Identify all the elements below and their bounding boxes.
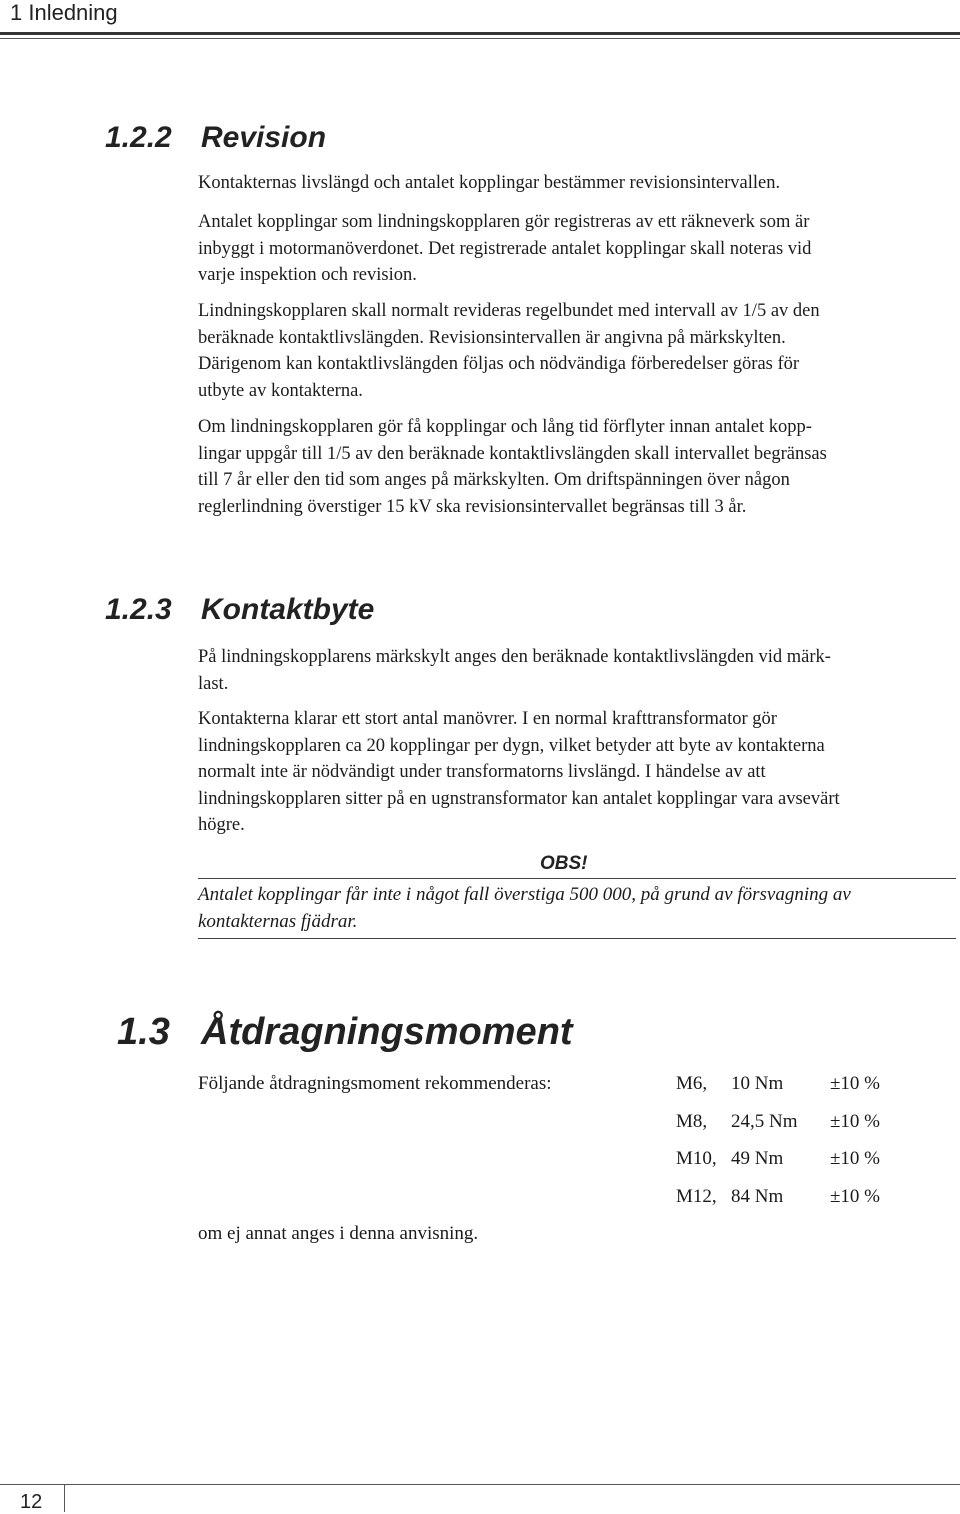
bolt-size: M6, — [676, 1073, 708, 1094]
torque-value: 49 Nm — [731, 1148, 784, 1169]
section-title: Revision — [201, 121, 327, 154]
text-line: utbyte av kontakterna. — [198, 380, 363, 401]
footer-rule — [0, 1484, 960, 1485]
bolt-size: M8, — [676, 1111, 708, 1132]
footer-divider — [64, 1484, 65, 1512]
paragraph — [198, 644, 958, 697]
bolt-size: M12, — [676, 1186, 717, 1207]
section-heading-kontaktbyte — [105, 593, 374, 627]
text-line: lindningskopplaren ca 20 kopplingar per dygn, vilket betyder att byte av kontakterna — [198, 735, 825, 756]
torque-row — [676, 1109, 936, 1135]
notice-rule-top — [198, 878, 956, 879]
text-line: högre. — [198, 815, 245, 835]
notice-text — [198, 882, 958, 935]
text-line: last. — [198, 673, 229, 694]
torque-intro: Följande åtdragningsmoment rekommenderas: — [198, 1073, 552, 1094]
section-number: 1.2.3 — [105, 593, 172, 626]
text-line: varje inspektion och revision. — [198, 265, 417, 285]
notice-title: OBS! — [540, 853, 588, 874]
section-title: Kontaktbyte — [201, 593, 375, 626]
torque-tolerance: ±10 % — [830, 1111, 881, 1132]
paragraph — [198, 706, 958, 839]
text-line: Lindningskopplaren skall normalt revideras regelbundet med intervall av 1/5 av den — [198, 301, 820, 321]
text-line: Därigenom kan kontaktlivslängden följas och nödvändiga förberedelser göras för — [198, 354, 800, 374]
torque-row — [676, 1184, 936, 1210]
paragraph — [198, 414, 958, 520]
torque-value: 10 Nm — [731, 1073, 784, 1094]
text-line: till 7 år eller den tid som anges på märkskylten. Om driftspänningen över någon — [198, 470, 790, 490]
section-heading-atdragningsmoment — [117, 1010, 573, 1054]
paragraph — [198, 209, 958, 289]
torque-row — [676, 1071, 936, 1097]
text-line: Kontakterna klarar ett stort antal manövrer. I en normal krafttransformator gör — [198, 709, 777, 729]
torque-footer: om ej annat anges i denna anvisning. — [198, 1223, 479, 1244]
torque-tolerance: ±10 % — [830, 1073, 881, 1094]
text-line: lindningskopplaren sitter på en ugnstransformator kan antalet kopplingar vara avsevärt — [198, 788, 840, 809]
text-line: kontakternas fjädrar. — [198, 910, 358, 932]
torque-row — [676, 1146, 936, 1172]
paragraph — [198, 170, 958, 197]
text-line: inbyggt i motormanöverdonet. Det registrerade antalet kopplingar skall noteras vid — [198, 238, 812, 259]
text-line: reglerlindning överstiger 15 kV ska revisionsintervallet begränsas till 3 år. — [198, 496, 747, 517]
torque-tolerance: ±10 % — [830, 1148, 881, 1169]
text-line: beräknade kontaktlivslängden. Revisionsintervallen är angivna på märkskylten. — [198, 327, 786, 348]
header-rule-thick — [0, 32, 960, 35]
text-line: lingar uppgår till 1/5 av den beräknade kontaktlivslängden skall intervallet begränsas — [198, 443, 827, 464]
section-title: Åtdragningsmoment — [201, 1011, 573, 1053]
torque-value: 84 Nm — [731, 1186, 784, 1207]
section-heading-revision — [105, 121, 326, 155]
notice-rule-bottom — [198, 938, 956, 939]
text-line: Antalet kopplingar får inte i något fall överstiga 500 000, på grund av försvagning av — [198, 884, 851, 905]
torque-value: 24,5 Nm — [731, 1111, 798, 1132]
section-number: 1.2.2 — [105, 121, 172, 154]
text-line: Om lindningskopplaren gör få kopplingar och lång tid förflyter innan antalet kopp- — [198, 417, 812, 437]
text-line: Antalet kopplingar som lindningskopplaren gör registreras av ett räkneverk som är — [198, 212, 810, 232]
torque-tolerance: ±10 % — [830, 1186, 881, 1207]
text-line: normalt inte är nödvändigt under transformatorns livslängd. I händelse av att — [198, 762, 766, 782]
running-head: 1 Inledning — [10, 0, 118, 25]
paragraph — [198, 298, 958, 404]
section-number: 1.3 — [117, 1011, 170, 1053]
text-line: Kontakternas livslängd och antalet kopplingar bestämmer revisionsintervallen. — [198, 173, 781, 193]
header-rule-thin — [0, 38, 960, 39]
text-line: På lindningskopplarens märkskylt anges den beräknade kontaktlivslängden vid märk- — [198, 647, 831, 667]
bolt-size: M10, — [676, 1148, 717, 1169]
page-number: 12 — [20, 1491, 43, 1513]
